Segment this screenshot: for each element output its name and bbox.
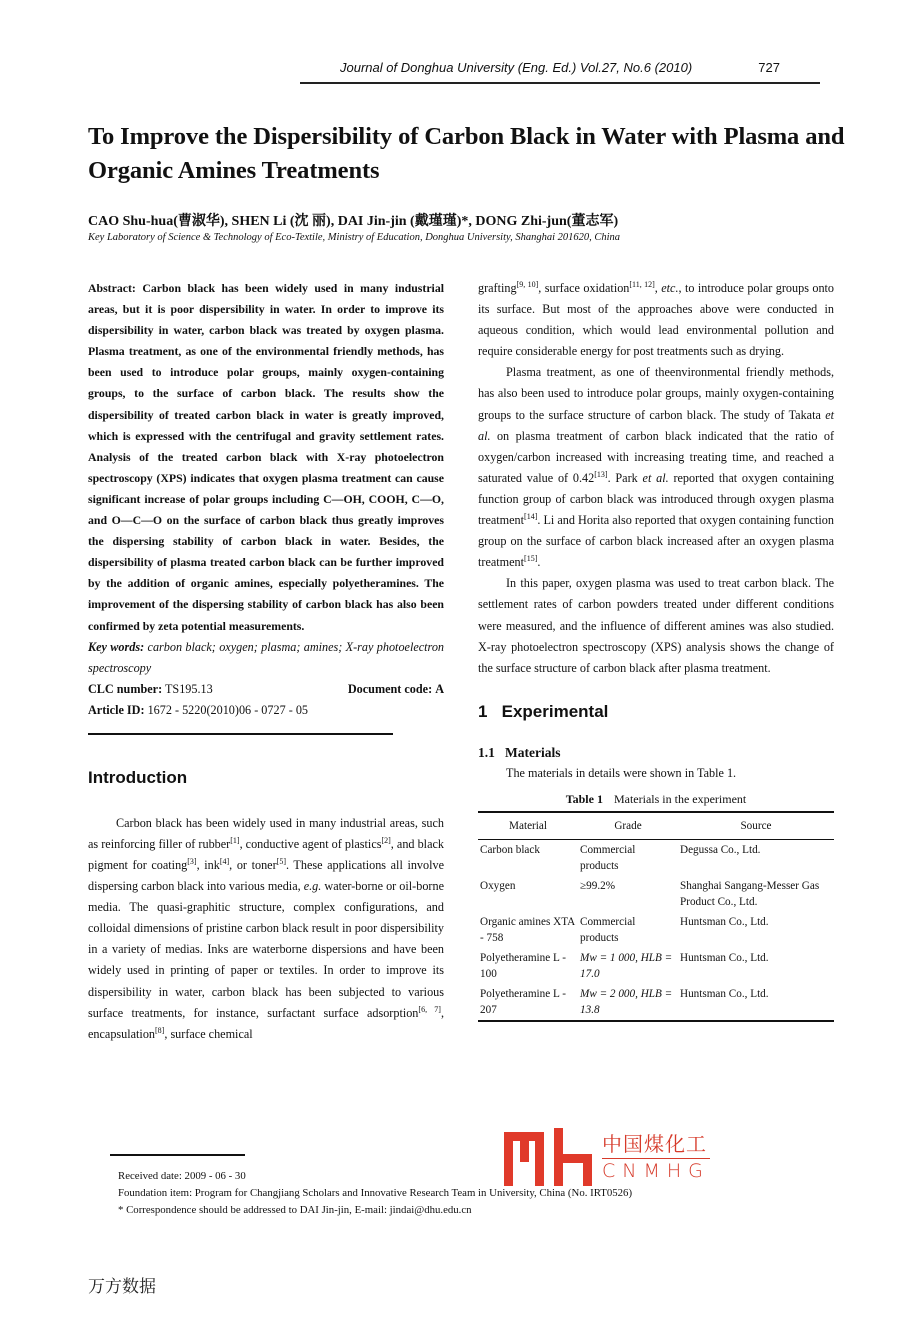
- classification-row: [88, 679, 444, 700]
- table-cell: Mw = 1 000, HLB = 17.0: [580, 951, 673, 980]
- table-cell: Degussa Co., Ltd.: [680, 843, 761, 856]
- citation[interactable]: [4]: [219, 856, 230, 866]
- doc-code-label: Document code:: [347, 681, 433, 696]
- abstract-divider: [88, 733, 393, 735]
- table-row: [478, 984, 834, 1021]
- watermark-en: CNMHG: [602, 1159, 710, 1182]
- table-cell: Carbon black: [480, 843, 540, 856]
- table-row: [478, 948, 834, 984]
- column-header: Source: [678, 812, 834, 840]
- citation[interactable]: [8]: [155, 1025, 165, 1035]
- doc-code-value: A: [435, 681, 444, 696]
- column-header: Grade: [578, 812, 678, 840]
- keywords-label: Key words:: [88, 639, 145, 654]
- citation[interactable]: [5]: [276, 856, 286, 866]
- citation[interactable]: [1]: [230, 835, 240, 845]
- table-cell: Mw = 2 000, HLB = 13.8: [578, 984, 678, 1021]
- text: .: [537, 555, 541, 570]
- text: , surface oxidation: [538, 281, 630, 295]
- table-cell: Huntsman Co., Ltd.: [680, 915, 769, 928]
- watermark-cn: 中国煤化工: [602, 1132, 710, 1159]
- citation[interactable]: [14]: [524, 511, 538, 521]
- footnote-rule: [110, 1154, 245, 1156]
- text: Carbon black has been widely used in many industrial areas, such as reinforcing filler of rubber: [88, 815, 444, 851]
- right-column: [478, 278, 834, 1022]
- table-cell: Oxygen: [480, 879, 516, 892]
- running-head: [340, 60, 780, 75]
- text: . Park: [607, 470, 643, 485]
- citation[interactable]: [3]: [187, 856, 197, 866]
- foundation-item: Foundation item: Program for Changjiang Scholars and Innovative Research Team in University, China (No. IRT0526): [118, 1187, 633, 1199]
- correspondence: * Correspondence should be addressed to DAI Jin-jin, E-mail: jindai@dhu.edu.cn: [118, 1204, 472, 1216]
- column-header: Material: [478, 812, 578, 840]
- text: . These applications all involve dispersing carbon black into various media,: [88, 857, 445, 894]
- materials-intro: The materials in details were shown in Table 1.: [506, 765, 737, 780]
- article-id-value: 1672 - 5220(2010)06 - 0727 - 05: [147, 702, 309, 717]
- article-id-label: Article ID:: [88, 702, 145, 717]
- abstract-text: Carbon black has been widely used in many industrial areas, but it is poor dispersibility in water. In order to improve its dispersibility in water, carbon black was treated by oxygen plasma. Plasma treatment, as one of the environmental friendly methods, has been used to introduce polar groups, mainly oxygen-containing groups, to the surface of carbon black. The results show the dispersibility of treated carbon black in water is greatly improved, which is expressed with the centrifugal and gravity settlement rates. Analysis of the treated carbon black with X-ray photoelectron spectroscopy (XPS) indicates that oxygen plasma treatment can cause significant increase of polar groups including C—OH, COOH, C—O, and O—C—O on the surface of carbon black thus greatly improves the dispersing stability of carbon black in water. Besides, the dispersibility of plasma treated carbon black can be further improved by the addition of organic amines, especially polyetheramines. The improvement of the dispersing stability of carbon black has also been confirmed by zeta potential measurements.: [88, 281, 445, 633]
- table-cell: Commercial products: [580, 915, 636, 944]
- table-cell: Huntsman Co., Ltd.: [680, 951, 769, 964]
- table-caption: [478, 792, 834, 807]
- table-cell: Polyetheramine L - 207: [478, 984, 578, 1021]
- wanfang-source-mark: 万方数据: [88, 1277, 156, 1297]
- introduction-heading: Introduction: [88, 767, 188, 787]
- materials-heading: 1.1 Materials: [478, 744, 561, 760]
- text: on plasma treatment of carbon black indicated that the ratio of oxygen/carbon increased with increasing treating time, and reached a saturated value of 0.42: [478, 428, 834, 485]
- text: , encapsulation: [88, 1005, 444, 1041]
- table-cell: ≥99.2%: [580, 879, 616, 892]
- text: et al.: [478, 407, 834, 443]
- clc-value: TS195.13: [164, 681, 213, 696]
- text: et al.: [642, 470, 669, 485]
- table-number: Table 1: [565, 791, 603, 806]
- text: . Li and Horita also reported that oxygen containing function group on the surface of carbon black increased after an oxygen plasma treatment: [478, 513, 834, 570]
- footnotes: [118, 1168, 632, 1219]
- clc-label: CLC number:: [88, 681, 163, 696]
- table-row: [478, 839, 834, 876]
- intro-paragraph-2: [478, 362, 834, 573]
- table-header-row: [478, 812, 834, 840]
- table-row: [478, 912, 834, 948]
- text: water-borne or oil-borne media. The quasi-graphitic structure, complex configurations, and colloidal dimensions of pristine carbon black result in poor dispersibility in a variety of medias. Inks are waterborne dispersions and have been widely used in printing of paper or textiles. In order to improve its dispersibility in water, carbon black has been subjected to various surface treatments, for instance, surfactant surface adsorption: [88, 879, 444, 1020]
- received-date: Received date: 2009 - 06 - 30: [118, 1170, 246, 1182]
- text: , and black pigment for coating: [88, 836, 444, 872]
- table-cell: Polyetheramine L - 100: [480, 951, 566, 980]
- keywords: [88, 637, 444, 679]
- authors: CAO Shu-hua(曹淑华), SHEN Li (沈 丽), DAI Jin-jin (戴瑾瑾)*, DONG Zhi-jun(董志军): [88, 214, 619, 229]
- article-id-row: [88, 700, 444, 721]
- intro-paragraph-1: [88, 813, 444, 1045]
- table-row: [478, 876, 834, 912]
- intro-paragraph-3: In this paper, oxygen plasma was used to treat carbon black. The settlement rates of carbon powders treated under different conditions were measured, and the influence of different amines was also studied. X-ray photoelectron spectroscopy (XPS) analysis shows the change of the surface structure of carbon black after plasma treatment.: [478, 576, 834, 675]
- table-title: Materials in the experiment: [613, 791, 747, 806]
- abstract: [88, 278, 444, 637]
- text: , conductive agent of plastics: [239, 836, 382, 851]
- text: ,: [654, 281, 662, 295]
- keywords-text: carbon black; oxygen; plasma; amines; X-ray photoelectron spectroscopy: [88, 639, 445, 675]
- table-cell: Commercial products: [580, 843, 636, 872]
- abstract-label: Abstract:: [88, 281, 136, 295]
- page-number: 727: [758, 60, 780, 75]
- left-column: [88, 278, 444, 1045]
- citation[interactable]: [15]: [524, 554, 538, 564]
- paper-title: To Improve the Dispersibility of Carbon Black in Water with Plasma and Organic Amines Treatments: [88, 123, 845, 184]
- citation[interactable]: [13]: [594, 469, 608, 479]
- citation[interactable]: [6, 7]: [418, 1004, 441, 1014]
- table-cell: Shanghai Sangang-Messer Gas Product Co., Ltd.: [680, 879, 820, 908]
- experimental-heading: 1 Experimental: [478, 701, 609, 721]
- text: , to introduce polar groups onto its surface. But most of the approaches above were conducted in aqueous condition, which would lead environmental pollution and require considerable energy for post treatments such as drying.: [478, 281, 835, 359]
- text: grafting: [478, 281, 517, 295]
- journal-citation: Journal of Donghua University (Eng. Ed.) Vol.27, No.6 (2010): [340, 60, 693, 75]
- text: , ink: [196, 857, 220, 872]
- text: , or toner: [229, 857, 277, 872]
- citation[interactable]: [2]: [381, 835, 391, 845]
- affiliation: Key Laboratory of Science & Technology of Eco-Textile, Ministry of Education, Donghua University, Shanghai 201620, China: [88, 232, 621, 243]
- citation[interactable]: [11, 12]: [629, 279, 655, 289]
- text: etc.: [661, 281, 679, 295]
- text: Plasma treatment, as one of theenvironmental friendly methods, has also been used to introduce polar groups, mainly oxygen-containing groups to the surface structure of carbon black. The study of Takata: [478, 365, 834, 422]
- header-rule: [300, 82, 820, 84]
- text: reported that oxygen containing function group of carbon black was introduced through oxygen plasma treatment: [478, 470, 835, 528]
- text: , surface chemical: [164, 1026, 253, 1041]
- materials-table: [478, 811, 834, 1022]
- intro-paragraph-1-continued: [478, 278, 834, 362]
- table-cell: Huntsman Co., Ltd.: [678, 984, 834, 1021]
- table-cell: Organic amines XTA - 758: [480, 915, 575, 944]
- text: e.g.: [303, 879, 322, 894]
- citation[interactable]: [9, 10]: [516, 279, 539, 289]
